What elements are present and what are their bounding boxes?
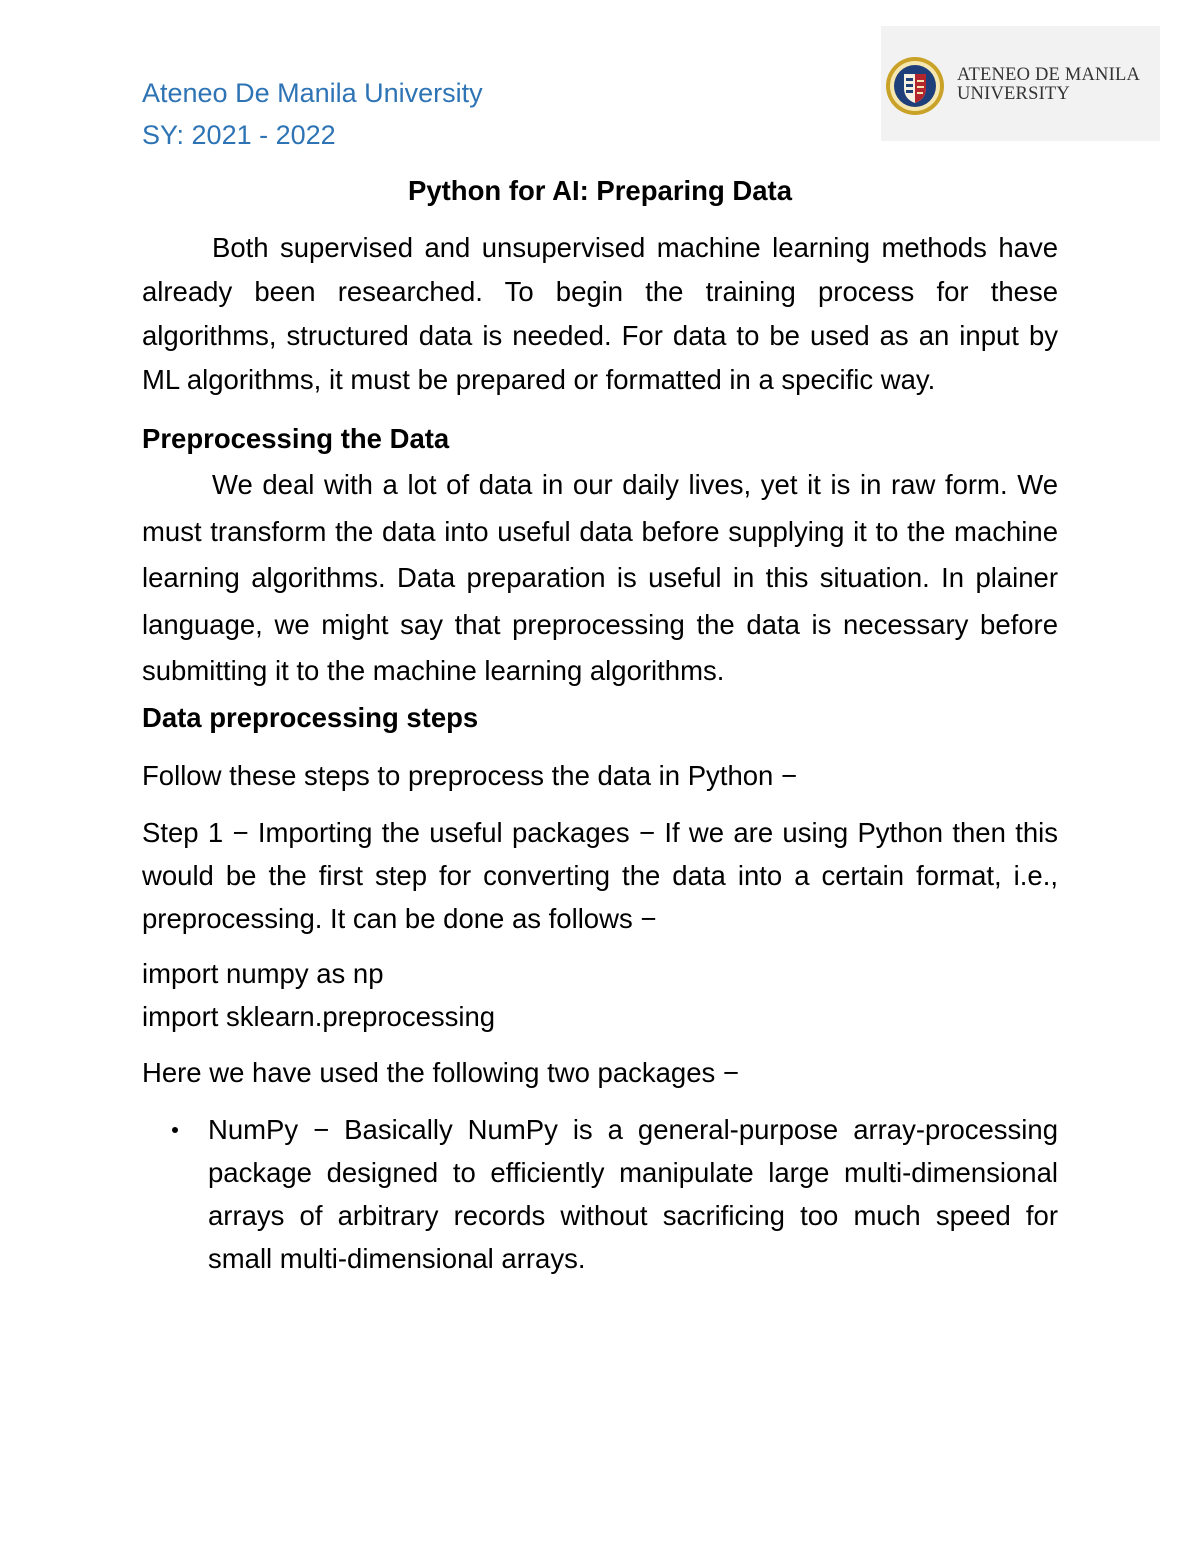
preprocessing-paragraph: We deal with a lot of data in our daily lives, yet it is in raw form. We must transform the data into useful data before supplying it to the machine learning algorithms. Data preparation is useful in this situation. In plainer language, we might say that preprocessing the data is necessary before submitting it to the machine learning algorithms. — [142, 469, 1058, 686]
logo-line-1: ATENEO DE MANILA — [957, 65, 1141, 85]
logo-wordmark — [957, 66, 1140, 104]
document-header — [142, 72, 483, 156]
document-title: Python for AI: Preparing Data — [407, 175, 793, 206]
list-item-text: NumPy − Basically NumPy is a general-purpose array-processing package designed to efficiently manipulate large multi-dimensional arrays of arbitrary records without sacrificing too much speed for small multi-dimensional arrays. — [208, 1113, 1058, 1274]
packages-list — [142, 1108, 1058, 1280]
university-name: Ateneo De Manila University — [142, 78, 483, 108]
document-body — [142, 168, 1058, 1280]
packages-intro: Here we have used the following two packages − — [142, 1056, 739, 1088]
bullet-icon — [172, 1127, 178, 1133]
intro-paragraph: Both supervised and unsupervised machine learning methods have already been researched. To begin the training process for these algorithms, structured data is needed. For data to be used as an input by ML algorithms, it must be prepared or formatted in a specific way. — [142, 232, 1058, 395]
code-line: import numpy as np — [142, 957, 384, 989]
section-heading-preprocessing: Preprocessing the Data — [142, 423, 450, 454]
ateneo-seal-icon — [885, 56, 945, 116]
code-line: import sklearn.preprocessing — [142, 1000, 496, 1032]
list-item — [142, 1108, 1058, 1280]
steps-intro: Follow these steps to preprocess the data in Python − — [142, 759, 798, 791]
university-logo — [881, 26, 1160, 141]
section-heading-steps: Data preprocessing steps — [142, 701, 479, 733]
step-1-paragraph: Step 1 − Importing the useful packages − If we are using Python then this would be the first step for converting the data into a certain format, i.e., preprocessing. It can be done as follows − — [142, 816, 1058, 934]
school-year: SY: 2021 - 2022 — [142, 120, 336, 150]
code-snippet — [142, 952, 1058, 1038]
logo-line-2: UNIVERSITY — [957, 84, 1070, 104]
